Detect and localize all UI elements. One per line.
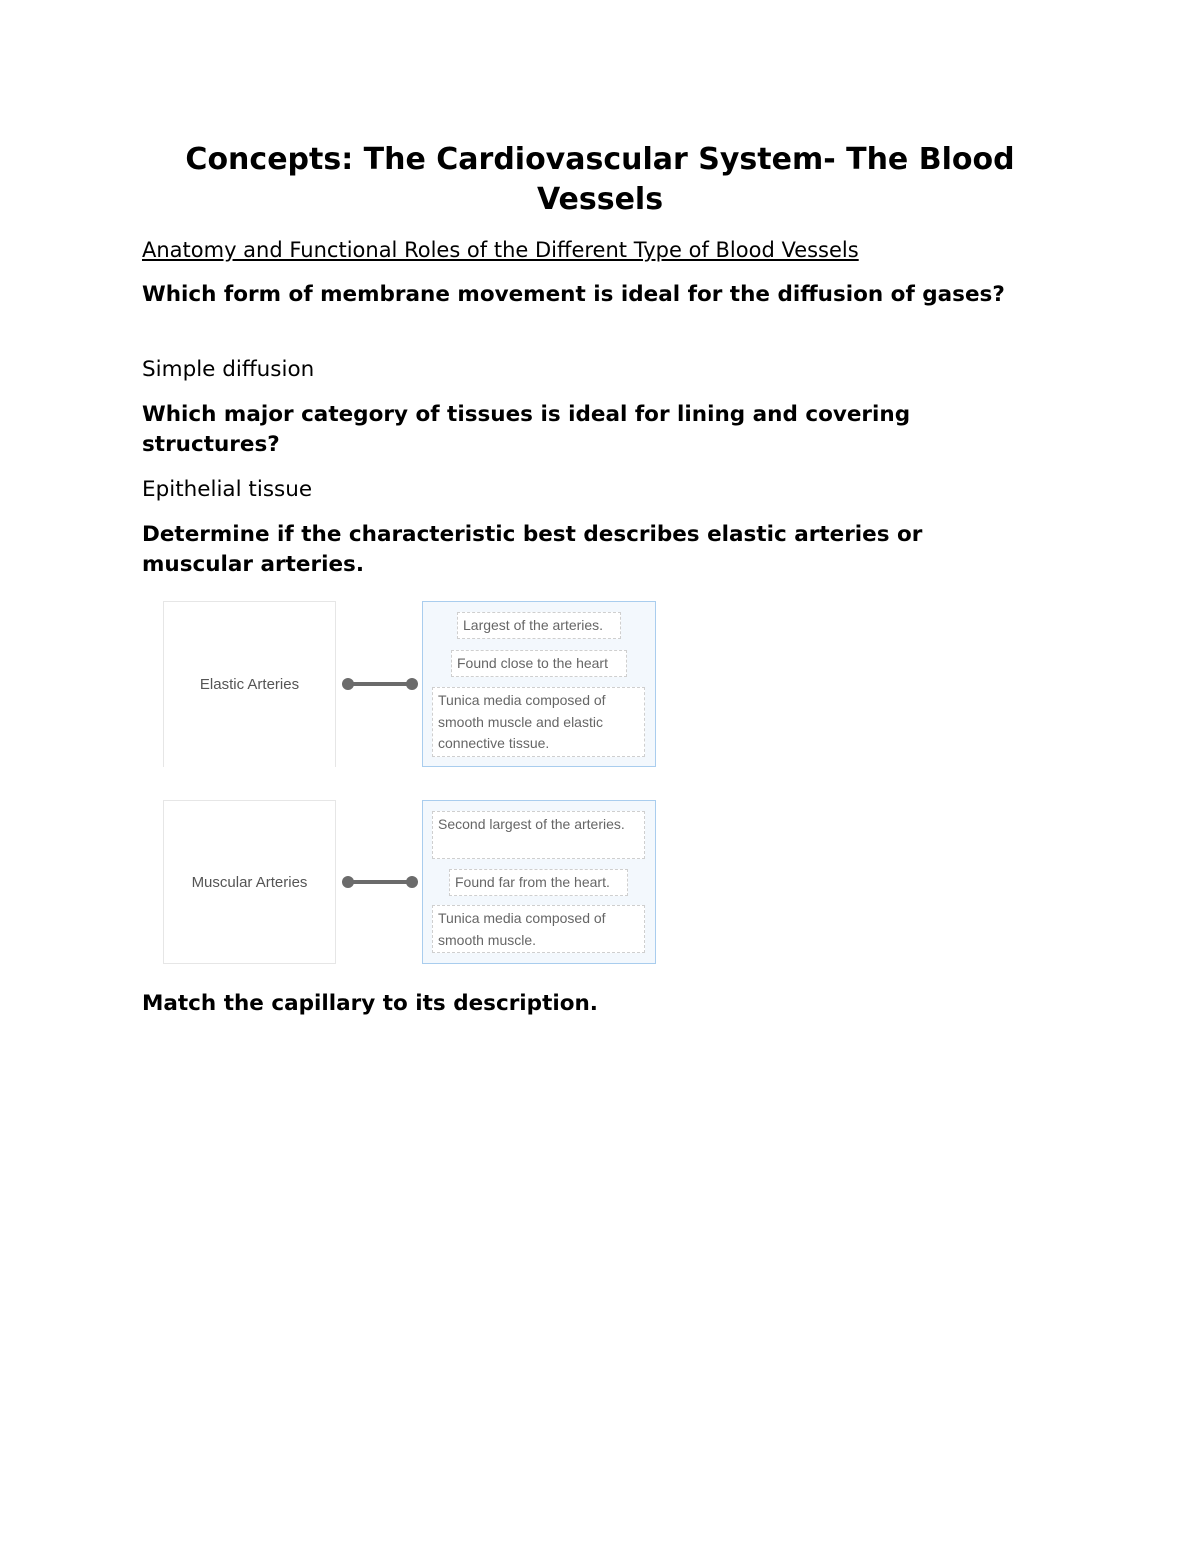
question-1: Which form of membrane movement is ideal for the diffusion of gases?: [142, 282, 1005, 307]
connector-line: [342, 876, 418, 888]
answer-chip[interactable]: Found close to the heart: [451, 650, 627, 677]
connector-dot-icon: [342, 876, 354, 888]
connector-dot-icon: [342, 678, 354, 690]
drop-zone-elastic-arteries[interactable]: [422, 601, 656, 767]
match-row-elastic-arteries: [163, 601, 657, 767]
connector-line: [342, 678, 418, 690]
match-row-muscular-arteries: [163, 800, 657, 964]
answer-chip[interactable]: Second largest of the arteries.: [432, 811, 645, 859]
term-elastic-arteries: Elastic Arteries: [163, 601, 336, 767]
question-2: Which major category of tissues is ideal for lining and covering structures?: [142, 402, 911, 457]
answer-chip[interactable]: Found far from the heart.: [449, 869, 628, 896]
section-subheading: Anatomy and Functional Roles of the Different Type of Blood Vessels: [142, 238, 859, 262]
connector-dot-icon: [406, 678, 418, 690]
term-muscular-arteries: Muscular Arteries: [163, 800, 336, 964]
drop-zone-muscular-arteries[interactable]: [422, 800, 656, 964]
connector-dot-icon: [406, 876, 418, 888]
question-3: Determine if the characteristic best describes elastic arteries or muscular arteries.: [142, 522, 923, 577]
question-4: Match the capillary to its description.: [142, 991, 598, 1016]
answer-chip[interactable]: Largest of the arteries.: [457, 612, 621, 639]
answer-2: Epithelial tissue: [142, 477, 313, 502]
answer-chip[interactable]: Tunica media composed of smooth muscle.: [432, 905, 645, 953]
page-title: Concepts: The Cardiovascular System- The Blood Vessels: [185, 142, 1015, 217]
answer-chip[interactable]: Tunica media composed of smooth muscle and elastic connective tissue.: [432, 687, 645, 757]
answer-1: Simple diffusion: [142, 357, 315, 382]
